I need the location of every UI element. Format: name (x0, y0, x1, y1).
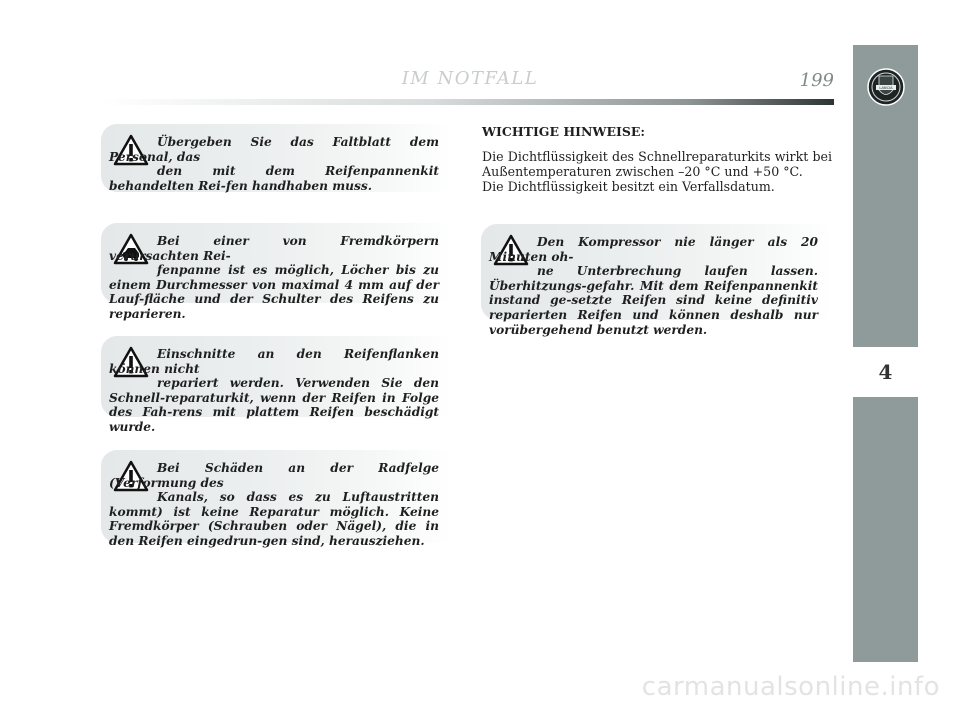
info-body (482, 149, 832, 194)
chapter-marker (853, 350, 918, 394)
warning-box (101, 336, 453, 434)
chapter-number: 4 (878, 360, 893, 384)
warning-box (101, 124, 453, 192)
info-paragraph: Die Dichtflüssigkeit des Schnellreparaturkits wirkt bei Außentemperaturen zwischen –20 °C und +50 °C. (482, 149, 832, 179)
warning-text: Kanals, so dass es zu Luftaustritten kommt) ist keine Reparatur möglich. Keine Fremdkörper (Schrauben oder Nägel), die in den Reifen eingedrun-gen sind, herausziehen. (109, 490, 439, 548)
warning-text-line1: Den Kompressor nie länger als 20 Minuten oh- (489, 235, 818, 264)
warning-text-line1: Übergeben Sie das Faltblatt dem Personal, das (109, 135, 439, 164)
warning-box (101, 223, 453, 321)
warning-text: fenpanne ist es möglich, Löcher bis zu einem Durchmesser von maximal 4 mm auf der Lauf-fläche und der Schulter des Reifens zu reparieren. (109, 263, 439, 321)
info-paragraph: Die Dichtflüssigkeit besitzt ein Verfallsdatum. (482, 179, 775, 194)
section-title: IM NOTFALL (401, 68, 539, 89)
chapter-side-tab (853, 45, 918, 662)
warning-text: den mit dem Reifenpannenkit behandelten Rei-fen handhaben muss. (109, 164, 439, 193)
lancia-logo-icon (867, 68, 905, 106)
watermark: carmanualsonline.info (641, 672, 940, 702)
warning-text-line1: Bei Schäden an der Radfelge (Verformung des (109, 461, 439, 490)
warning-text-line1: Einschnitte an den Reifenflanken können nicht (109, 347, 439, 376)
page-number: 199 (799, 70, 834, 91)
warning-text: ne Unterbrechung laufen lassen. Überhitzungs-gefahr. Mit dem Reifenpannenkit instand ge-setzte Reifen sind keine definitiv reparierten Reifen und können deshalb nur vorübergehend benutzt werden. (489, 264, 818, 337)
warning-text-line1: Bei einer von Fremdkörpern verursachten Rei- (109, 234, 439, 263)
warning-box (481, 224, 832, 337)
svg-text:LANCIA: LANCIA (879, 86, 893, 90)
info-heading: WICHTIGE HINWEISE: (482, 124, 646, 139)
tab-divider (853, 394, 918, 397)
warning-box (101, 450, 453, 548)
warning-text: repariert werden. Verwenden Sie den Schnell-reparaturkit, wenn der Reifen in Folge des Fah-rens mit plattem Reifen beschädigt wurde. (109, 376, 439, 434)
header-rule (100, 99, 834, 105)
